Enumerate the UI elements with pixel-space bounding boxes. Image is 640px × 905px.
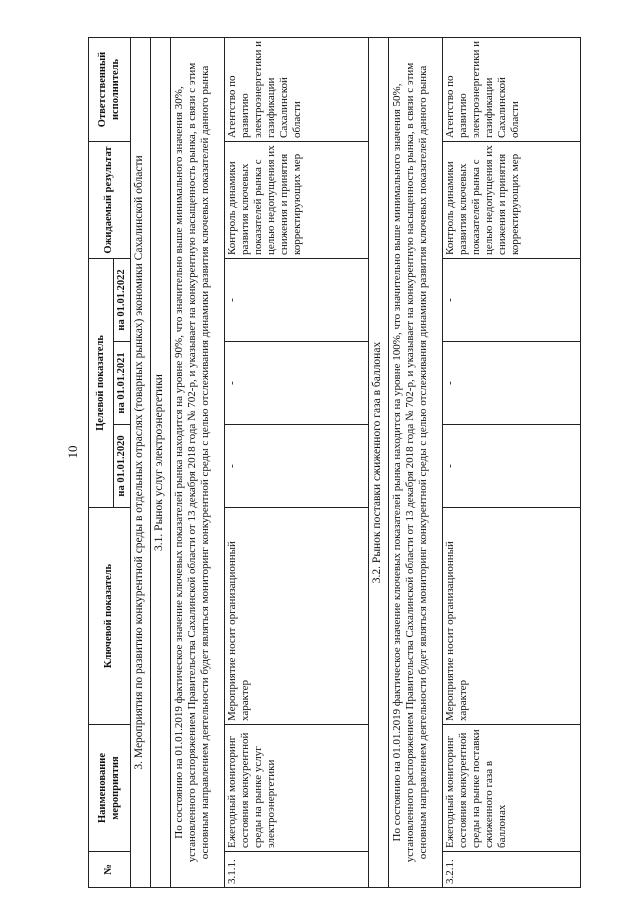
subsection-32-row: [369, 37, 389, 887]
row-expected-result: Контроль динамики развития ключевых показателей рынка с целью недопущения их снижения и принятия корректирующих мер: [225, 141, 369, 258]
row-responsible: Агентство по развитию электроэнергетики и газификации Сахалинской области: [443, 37, 581, 141]
row-target-2020: -: [443, 425, 581, 508]
header-number: №: [89, 852, 131, 888]
row-number: 3.2.1.: [443, 852, 581, 888]
header-responsible: Ответственный исполнитель: [89, 37, 131, 141]
subsection-31-row: [151, 37, 171, 887]
subsection-32-text: По состоянию на 01.01.2019 фактическое значение ключевых показателей рынка находится на уровне 100%, что значительно выше минимального значения 50%, установленного распоряжением Правительства Сахалинской области от 13 декабря 2018 года № 702-р, и указывает на конкурентную насыщенность рынка, в связи с этим основным направлением деятельности будет являться мониторинг конкурентной среды с целью отслеживания динамики развития ключевых показателей данного рынка: [389, 37, 443, 887]
row-key-indicator: Мероприятие носит организационный характер: [225, 508, 369, 725]
subsection-31-text-row: [171, 37, 225, 887]
table-header: [89, 37, 131, 887]
row-target-2021: -: [443, 342, 581, 425]
row-measure-name: Ежегодный мониторинг состояния конкурентной среды на рынке поставки сжиженного газа в баллонах: [443, 725, 581, 852]
header-year-2020: на 01.01.2020: [114, 425, 131, 508]
row-expected-result: Контроль динамики развития ключевых показателей рынка с целью недопущения их снижения и принятия корректирующих мер: [443, 141, 581, 258]
page-number: 10: [65, 445, 80, 459]
subsection-31-text: По состоянию на 01.01.2019 фактическое значение ключевых показателей рынка находится на уровне 90%, что значительно выше минимального значения 30%, установленного распоряжением Правительства Сахалинской области от 13 декабря 2018 года № 702-р, и указывает на конкурентную насыщенность рынка, в связи с этим основным направлением деятельности будет являться мониторинг конкурентной среды с целью отслеживания динамики развития ключевых показателей данного рынка: [171, 37, 225, 887]
header-year-2021: на 01.01.2021: [114, 342, 131, 425]
row-target-2022: -: [443, 258, 581, 341]
header-year-2022: на 01.01.2022: [114, 258, 131, 341]
row-target-2020: -: [225, 425, 369, 508]
measures-table: [88, 37, 581, 888]
header-key-indicator: Ключевой показатель: [89, 508, 131, 725]
header-measure-name: Наименование мероприятия: [89, 725, 131, 852]
subsection-32-title: 3.2. Рынок поставки сжиженного газа в баллонах: [369, 37, 389, 887]
row-target-2022: -: [225, 258, 369, 341]
row-target-2021: -: [225, 342, 369, 425]
section-3-title: 3. Мероприятия по развитию конкурентной среды в отдельных отраслях (товарных рынках) экономики Сахалинской области: [131, 37, 151, 887]
row-measure-name: Ежегодный мониторинг состояния конкурентной среды на рынке услуг электроэнергетики: [225, 725, 369, 852]
table-row: [225, 37, 369, 887]
subsection-31-title: 3.1. Рынок услуг электроэнергетики: [151, 37, 171, 887]
header-target-indicator: Целевой показатель: [89, 258, 114, 507]
header-expected-result: Ожидаемый результат: [89, 141, 131, 258]
row-key-indicator: Мероприятие носит организационный характер: [443, 508, 581, 725]
row-responsible: Агентство по развитию электроэнергетики и газификации Сахалинской области: [225, 37, 369, 141]
table-row: [443, 37, 581, 887]
section-3-row: [131, 37, 151, 887]
row-number: 3.1.1.: [225, 852, 369, 888]
rotated-page-content: [88, 38, 560, 888]
subsection-32-text-row: [389, 37, 443, 887]
